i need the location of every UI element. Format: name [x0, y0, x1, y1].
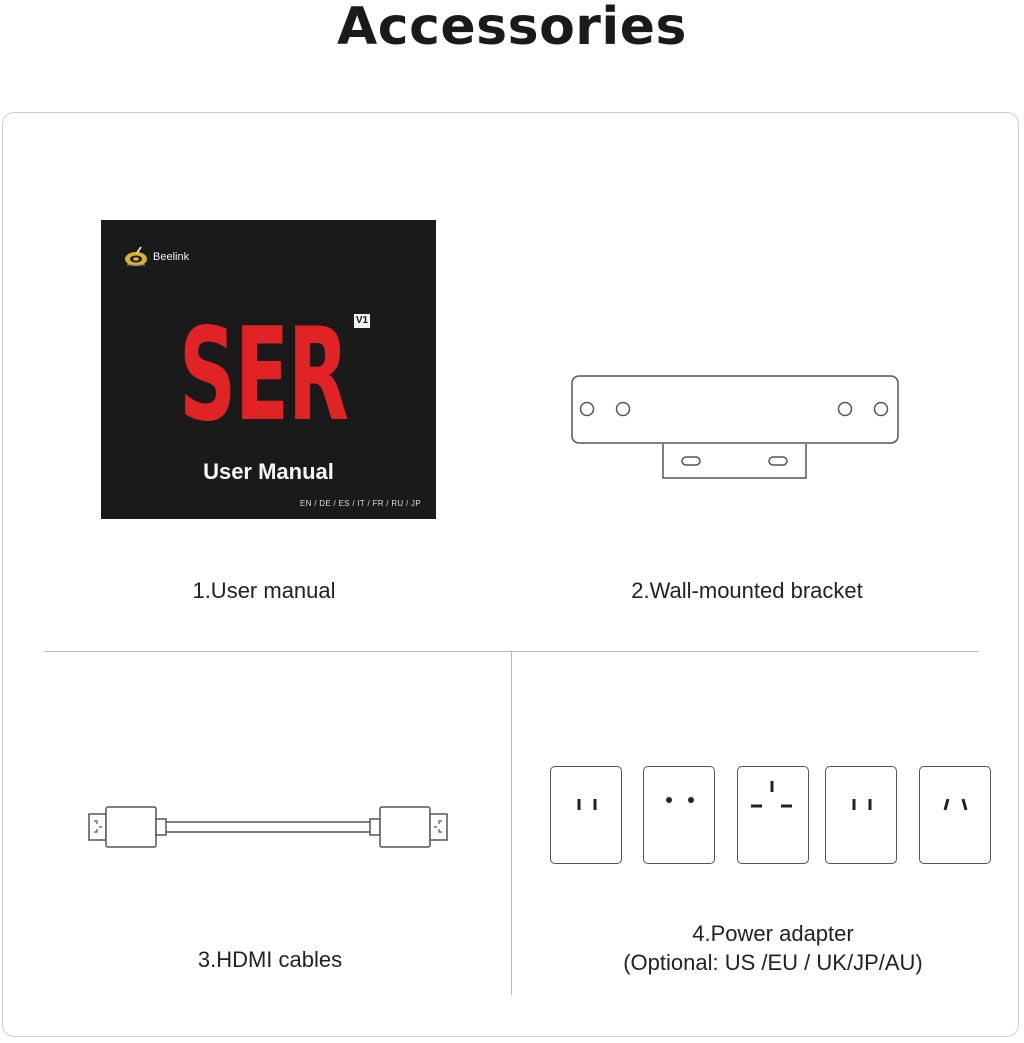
page-title: Accessories [337, 0, 687, 57]
caption-power-adapter-line2: (Optional: US /EU / UK/JP/AU) [623, 950, 923, 975]
manual-languages: EN / DE / ES / IT / FR / RU / JP [299, 499, 421, 508]
plug-au-icon [919, 766, 991, 864]
manual-subtitle: User Manual [203, 459, 334, 484]
product-name: SER [179, 301, 348, 450]
hdmi-cable-icon [86, 803, 452, 853]
caption-hdmi-cables: 3.HDMI cables [197, 947, 343, 972]
version-badge: V1 [355, 315, 369, 326]
caption-power-adapter [560, 919, 986, 977]
wall-bracket-icon [570, 374, 900, 482]
plug-eu-icon [643, 766, 715, 864]
caption-wall-bracket: 2.Wall-mounted bracket [631, 578, 863, 603]
user-manual-image [101, 220, 436, 519]
brand-name: Beelink [153, 251, 190, 263]
plug-us-icon [550, 766, 622, 864]
plug-jp-icon [825, 766, 897, 864]
beelink-logo-icon [124, 246, 150, 268]
caption-user-manual: 1.User manual [192, 578, 336, 603]
brand-logo [124, 246, 189, 268]
plug-uk-icon [737, 766, 809, 864]
divider-vertical [511, 652, 512, 995]
caption-power-adapter-line1: 4.Power adapter [692, 921, 854, 946]
